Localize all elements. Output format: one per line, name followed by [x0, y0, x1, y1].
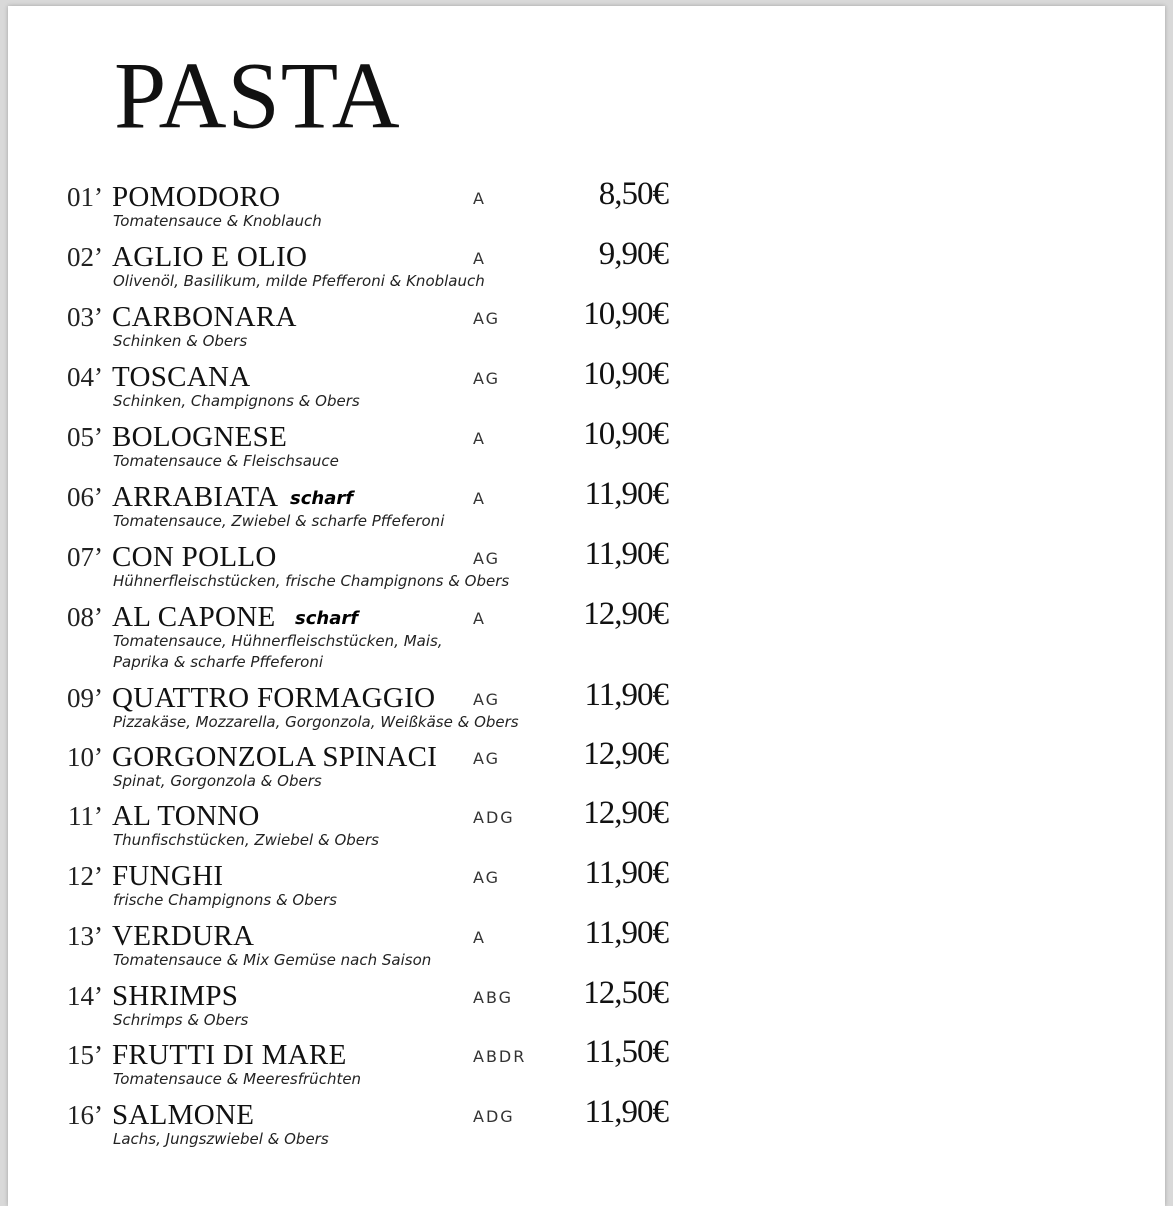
item-name: TOSCANA — [112, 361, 251, 393]
item-number: 03’ — [67, 302, 103, 332]
item-description: Schrimps & Obers — [113, 1011, 249, 1029]
item-price: 11,90€ — [584, 677, 668, 713]
item-number: 13’ — [67, 921, 103, 951]
item-name: CARBONARA — [112, 301, 297, 333]
menu-item — [8, 536, 1165, 602]
menu-item — [8, 416, 1165, 482]
item-description-line2: Paprika & scharfe Pffeferoni — [113, 653, 324, 671]
item-price: 12,90€ — [583, 736, 668, 772]
menu-item — [8, 476, 1165, 542]
item-name: AGLIO E OLIO — [112, 241, 308, 273]
item-number: 10’ — [67, 742, 103, 772]
item-name: BOLOGNESE — [112, 421, 288, 453]
item-price: 12,90€ — [583, 596, 668, 632]
item-price: 11,90€ — [584, 915, 668, 951]
item-price: 8,50€ — [598, 176, 668, 212]
spicy-tag: scharf — [290, 488, 354, 509]
menu-item — [8, 736, 1165, 802]
item-description: Tomatensauce, Hühnerfleischstücken, Mais, — [113, 632, 443, 650]
item-allergens: AG — [473, 369, 501, 388]
item-price: 11,90€ — [584, 536, 668, 572]
item-description: Tomatensauce, Zwiebel & scharfe Pffeferoni — [113, 512, 445, 530]
item-allergens: AG — [473, 549, 501, 568]
item-price: 10,90€ — [583, 296, 668, 332]
item-allergens: ADG — [473, 808, 515, 827]
item-name: ARRABIATA — [112, 481, 279, 513]
menu-item — [8, 855, 1165, 921]
item-allergens: ABG — [473, 988, 514, 1007]
item-price: 11,50€ — [584, 1034, 668, 1070]
item-number: 08’ — [67, 602, 103, 632]
spicy-tag: scharf — [295, 608, 359, 629]
menu-title: PASTA — [114, 42, 401, 149]
item-price: 11,90€ — [584, 476, 668, 512]
item-name: FUNGHI — [112, 860, 224, 892]
menu-item — [8, 1094, 1165, 1160]
item-allergens: AG — [473, 690, 501, 709]
item-price: 12,90€ — [583, 795, 668, 831]
menu-item — [8, 915, 1165, 981]
item-number: 01’ — [67, 182, 103, 212]
item-number: 02’ — [67, 242, 103, 272]
item-allergens: A — [473, 609, 486, 628]
item-description: Schinken & Obers — [113, 332, 248, 350]
menu-item — [8, 975, 1165, 1041]
item-name: SHRIMPS — [112, 980, 239, 1012]
item-description: Tomatensauce & Meeresfrüchten — [113, 1070, 362, 1088]
item-allergens: A — [473, 928, 486, 947]
item-description: Lachs, Jungszwiebel & Obers — [113, 1130, 329, 1148]
menu-item — [8, 596, 1165, 682]
item-allergens: AG — [473, 749, 501, 768]
menu-item — [8, 677, 1165, 743]
item-allergens: ABDR — [473, 1047, 527, 1066]
item-name: VERDURA — [112, 920, 255, 952]
menu-page — [8, 6, 1165, 1206]
item-number: 14’ — [67, 981, 103, 1011]
item-allergens: A — [473, 429, 486, 448]
item-description: Pizzakäse, Mozzarella, Gorgonzola, Weißkäse & Obers — [113, 713, 519, 731]
item-price: 11,90€ — [584, 855, 668, 891]
item-description: Tomatensauce & Mix Gemüse nach Saison — [113, 951, 432, 969]
item-name: QUATTRO FORMAGGIO — [112, 682, 436, 714]
item-allergens: ADG — [473, 1107, 515, 1126]
item-name: AL CAPONE — [112, 601, 276, 633]
item-number: 04’ — [67, 362, 103, 392]
item-number: 16’ — [67, 1100, 103, 1130]
item-number: 11’ — [68, 801, 103, 831]
item-allergens: AG — [473, 868, 501, 887]
item-allergens: A — [473, 189, 486, 208]
item-name: AL TONNO — [112, 800, 260, 832]
item-description: Thunfischstücken, Zwiebel & Obers — [113, 831, 379, 849]
item-description: Hühnerfleischstücken, frische Champignons & Obers — [113, 572, 510, 590]
menu-item — [8, 296, 1165, 362]
item-number: 12’ — [67, 861, 103, 891]
item-name: POMODORO — [112, 181, 281, 213]
item-name: FRUTTI DI MARE — [112, 1039, 347, 1071]
item-allergens: A — [473, 249, 486, 268]
menu-item — [8, 356, 1165, 422]
item-name: SALMONE — [112, 1099, 255, 1131]
item-allergens: A — [473, 489, 486, 508]
item-price: 11,90€ — [584, 1094, 668, 1130]
item-price: 10,90€ — [583, 356, 668, 392]
item-number: 15’ — [67, 1040, 103, 1070]
item-description: frische Champignons & Obers — [113, 891, 337, 909]
item-price: 10,90€ — [583, 416, 668, 452]
item-number: 09’ — [67, 683, 103, 713]
item-name: GORGONZOLA SPINACI — [112, 741, 438, 773]
menu-item — [8, 1034, 1165, 1100]
item-description: Tomatensauce & Knoblauch — [113, 212, 322, 230]
item-number: 05’ — [67, 422, 103, 452]
item-name: CON POLLO — [112, 541, 277, 573]
menu-item — [8, 176, 1165, 242]
item-number: 07’ — [67, 542, 103, 572]
menu-item — [8, 795, 1165, 861]
item-description: Tomatensauce & Fleischsauce — [113, 452, 339, 470]
item-description: Schinken, Champignons & Obers — [113, 392, 360, 410]
item-allergens: AG — [473, 309, 501, 328]
item-description: Spinat, Gorgonzola & Obers — [113, 772, 322, 790]
item-price: 12,50€ — [583, 975, 668, 1011]
item-description: Olivenöl, Basilikum, milde Pfefferoni & Knoblauch — [113, 272, 485, 290]
item-price: 9,90€ — [598, 236, 668, 272]
menu-item — [8, 236, 1165, 302]
item-number: 06’ — [67, 482, 103, 512]
